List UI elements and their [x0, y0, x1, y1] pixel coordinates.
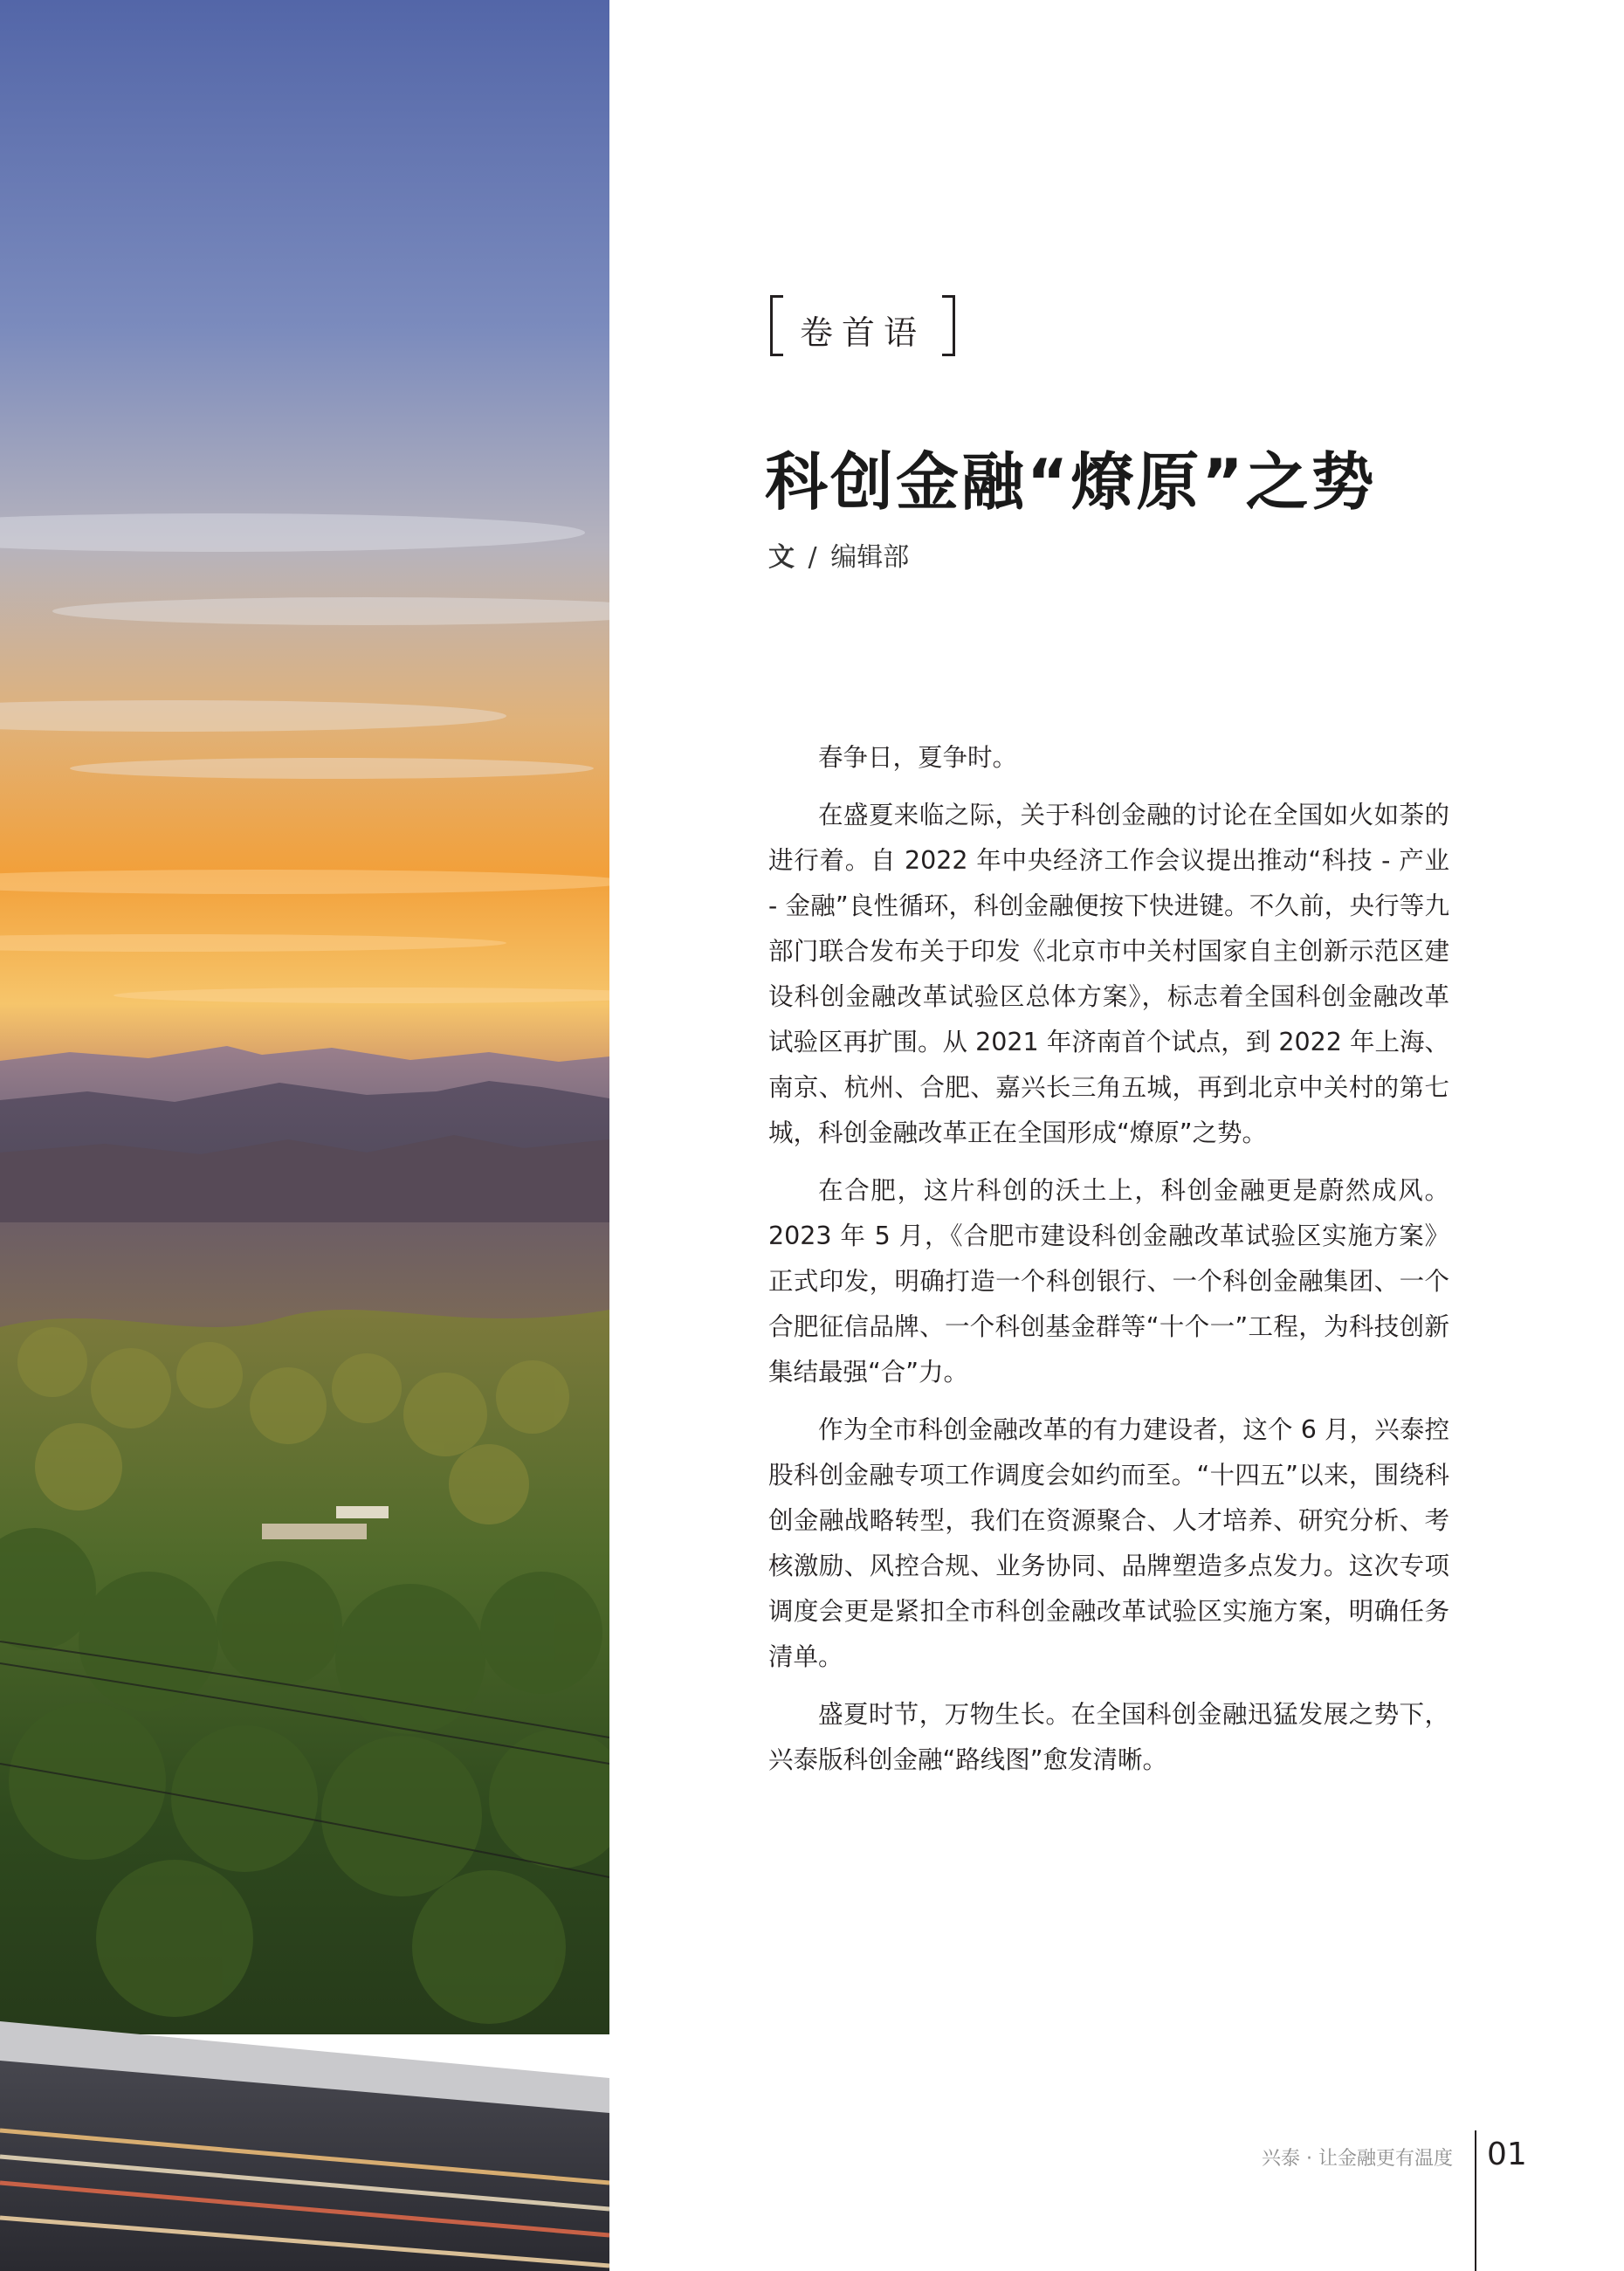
byline-author: 编辑部 [830, 542, 910, 573]
paragraph: 春争日，夏争时。 [818, 743, 1018, 772]
sunset-landscape-image [0, 0, 609, 2271]
byline [768, 535, 909, 574]
byline-prefix: 文 [768, 542, 795, 573]
right-bracket-icon [942, 295, 955, 356]
article-title: 科创金融“燎原”之势 [765, 445, 1377, 519]
section-tag [770, 295, 955, 353]
footer-slogan: 兴泰 · 让金融更有温度 [1262, 2148, 1453, 2170]
article-body [768, 735, 1449, 1795]
cover-photo [0, 0, 609, 2271]
page-number: 01 [1487, 2137, 1527, 2172]
paragraph: 作为全市科创金融改革的有力建设者，这个 6 月，兴泰控股科创金融专项工作调度会如约而至。“十四五”以来，围绕科创金融战略转型，我们在资源聚合、人才培养、研究分析、考核激励、风控合规、业务协同、品牌塑造多点发力。这次专项调度会更是紧扣全市科创金融改革试验区实施方案，明确任务清单。 [768, 1415, 1449, 1671]
paragraph: 盛夏时节，万物生长。在全国科创金融迅猛发展之势下，兴泰版科创金融“路线图”愈发清晰。 [768, 1700, 1449, 1774]
paragraph: 在合肥，这片科创的沃土上，科创金融更是蔚然成风。2023 年 5 月，《合肥市建设科创金融改革试验区实施方案》正式印发，明确打造一个科创银行、一个科创金融集团、一个合肥征信品牌、一个科创基金群等“十个一”工程，为科技创新集结最强“合”力。 [768, 1176, 1449, 1387]
section-tag-label: 卷首语 [799, 313, 926, 352]
paragraph: 在盛夏来临之际，关于科创金融的讨论在全国如火如荼的进行着。自 2022 年中央经济工作会议提出推动“科技 - 产业 - 金融”良性循环，科创金融便按下快进键。不久前，央行等九部门联合发布关于印发《北京市中关村国家自主创新示范区建设科创金融改革试验区总体方案》，标志着全国科创金融改革试验区再扩围。从 2021 年济南首个试点，到 2022 年上海、南京、杭州、合肥、嘉兴长三角五城，再到北京中关村的第七城，科创金融改革正在全国形成“燎原”之势。 [768, 801, 1449, 1147]
footer-divider [1475, 2130, 1476, 2271]
byline-separator: / [808, 542, 817, 573]
